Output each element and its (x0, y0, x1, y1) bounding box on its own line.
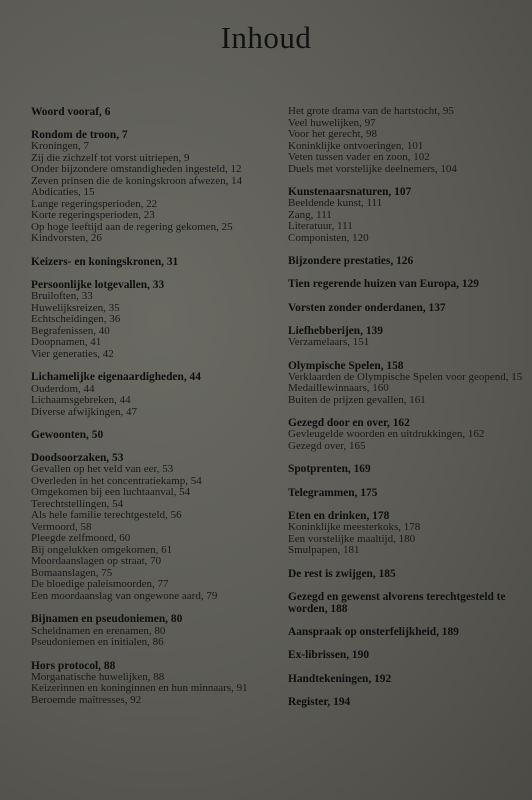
toc-subentry: Huwelijksreizen, 35 (31, 301, 120, 314)
toc-subentry: Buiten de prijzen gevallen, 161 (288, 393, 426, 406)
toc-subentry: Medaillewinnaars, 160 (288, 382, 389, 395)
toc-subentry: Koninklijke meesterkoks, 178 (288, 521, 421, 534)
toc-heading: Olympische Spelen, 158 (288, 359, 404, 372)
toc-subentry: Een moordaanslag van ongewone aard, 79 (31, 589, 218, 602)
toc-section (288, 649, 532, 661)
toc-subentry: Terechtstellingen, 54 (31, 497, 124, 510)
toc-section (31, 279, 286, 360)
toc-heading: Bijzondere prestaties, 126 (288, 255, 414, 268)
toc-subentry: Voor het gerecht, 98 (288, 128, 377, 140)
toc-section (288, 568, 532, 580)
toc-heading: Rondom de troon, 7 (31, 129, 128, 142)
toc-subentry: Diverse afwijkingen, 47 (31, 405, 137, 418)
toc-subentry: De bloedige paleismoorden, 77 (31, 578, 169, 591)
toc-subentry: Bij ongelukken omgekomen, 61 (31, 543, 173, 556)
toc-heading: Eten en drinken, 178 (288, 509, 390, 522)
toc-subentry: Op hoge leeftijd aan de regering gekomen, 25 (31, 220, 233, 233)
toc-right-column (288, 106, 532, 708)
toc-heading: Woord vooraf, 6 (31, 106, 111, 118)
toc-section (288, 463, 532, 475)
toc-subentry: Koninklijke ontvoeringen, 101 (288, 139, 424, 152)
toc-subentry: Abdicaties, 15 (31, 186, 95, 199)
toc-section (31, 129, 286, 245)
toc-subentry: Doopnamen, 41 (31, 336, 102, 349)
toc-subentry: Smulpapen, 181 (288, 544, 360, 557)
toc-heading: Tien regerende huizen van Europa, 129 (288, 278, 479, 291)
toc-section (288, 186, 532, 244)
toc-heading: Bijnamen en pseudoniemen, 80 (31, 613, 183, 626)
toc-section (288, 696, 532, 708)
toc-heading: Spotprenten, 169 (288, 463, 371, 476)
toc-subentry: Onder bijzondere omstandigheden ingesteld, 12 (31, 163, 242, 176)
toc-subentry: Beeldende kunst, 111 (288, 197, 383, 210)
toc-heading: Gezegd door en over, 162 (288, 417, 410, 430)
toc-subentry: Zij die zichzelf tot vorst uitriepen, 9 (31, 151, 190, 164)
toc-section (288, 302, 532, 314)
toc-heading: Gezegd en gewenst alvorens terechtgesteld te worden, 188 (288, 590, 506, 615)
toc-section (31, 452, 286, 602)
toc-subentry: Verklaarden de Olympische Spelen voor geopend, 15 (288, 370, 523, 383)
toc-subentry: Verzamelaars, 151 (288, 336, 370, 349)
toc-left-column (31, 106, 286, 706)
toc-subentry: Vier generaties, 42 (31, 347, 114, 360)
toc-subentry: Het grote drama van de hartstocht, 95 (288, 105, 454, 117)
toc-section (288, 255, 532, 267)
toc-section (288, 106, 532, 175)
toc-heading: Hors protocol, 88 (31, 659, 116, 672)
toc-subentry: Begrafenissen, 40 (31, 324, 110, 337)
toc-subentry: Korte regeringsperioden, 23 (31, 209, 155, 222)
toc-section (288, 510, 532, 557)
toc-subentry: Ouderdom, 44 (31, 382, 95, 395)
toc-subentry: Veel huwelijken, 97 (288, 116, 376, 129)
toc-subentry: Lichaamsgebreken, 44 (31, 394, 131, 407)
toc-heading: Lichamelijke eigenaardigheden, 44 (31, 371, 201, 384)
toc-heading: Keizers- en koningskronen, 31 (31, 255, 179, 268)
toc-section (288, 360, 532, 407)
toc-subentry: Kindvorsten, 26 (31, 232, 102, 245)
toc-section (31, 613, 286, 648)
toc-heading: Persoonlijke lotgevallen, 33 (31, 279, 165, 292)
toc-subentry: Vermoord, 58 (31, 520, 92, 533)
toc-subentry: Een vorstelijke maaltijd, 180 (288, 532, 416, 545)
toc-heading: Kunstenaarsnaturen, 107 (288, 186, 412, 198)
toc-heading: De rest is zwijgen, 185 (288, 567, 396, 580)
toc-subentry: Zeven prinsen die de koningskroon afwezen, 14 (31, 174, 243, 187)
toc-section (31, 660, 286, 707)
toc-subentry: Overleden in het concentratiekamp, 54 (31, 474, 202, 487)
toc-section (288, 626, 532, 638)
toc-heading: Doodsoorzaken, 53 (31, 452, 124, 465)
toc-subentry: Gezegd over, 165 (288, 439, 366, 452)
toc-subentry: Beroemde maîtresses, 92 (31, 693, 142, 706)
toc-subentry: Keizerinnen en koninginnen en hun minnaars, 91 (31, 682, 248, 695)
toc-subentry: Gevleugelde woorden en uitdrukkingen, 162 (288, 428, 485, 441)
toc-heading: Telegrammen, 175 (288, 486, 378, 499)
toc-subentry: Duels met vorstelijke deelnemers, 104 (288, 162, 457, 175)
toc-section (288, 673, 532, 685)
toc-heading: Gewoonten, 50 (31, 429, 104, 442)
toc-heading: Register, 194 (288, 695, 351, 708)
toc-subentry: Bruiloften, 33 (31, 290, 93, 303)
page-title: Inhoud (220, 20, 312, 55)
toc-section (31, 256, 286, 268)
toc-subentry: Componisten, 120 (288, 231, 369, 244)
toc-subentry: Pleegde zelfmoord, 60 (31, 532, 131, 545)
toc-section (288, 278, 532, 290)
toc-subentry: Zang, 111 (288, 208, 332, 221)
toc-subentry: Literatuur, 111 (288, 220, 353, 233)
toc-section (31, 429, 286, 441)
toc-heading: Vorsten zonder onderdanen, 137 (288, 301, 446, 314)
toc-subentry: Veten tussen vader en zoon, 102 (288, 151, 430, 163)
toc-section (31, 371, 286, 418)
toc-heading: Liefhebberijen, 139 (288, 324, 383, 337)
toc-subentry: Echtscheidingen, 36 (31, 313, 121, 326)
toc-section (288, 325, 532, 349)
toc-subentry: Bomaanslagen, 75 (31, 566, 113, 579)
toc-section (288, 487, 532, 499)
toc-subentry: Als hele familie terechtgesteld, 56 (31, 509, 182, 522)
toc-heading: Ex-librissen, 190 (288, 649, 370, 662)
toc-subentry: Lange regeringsperioden, 22 (31, 197, 158, 210)
toc-heading: Handtekeningen, 192 (288, 672, 392, 685)
toc-subentry: Pseudoniemen en initialen, 86 (31, 636, 164, 649)
toc-subentry: Gevallen op het veld van eer, 53 (31, 463, 174, 476)
toc-section (288, 591, 532, 615)
toc-subentry: Omgekomen bij een luchtaanval, 54 (31, 486, 191, 499)
toc-subentry: Scheldnamen en erenamen, 80 (31, 624, 166, 637)
toc-section (288, 417, 532, 452)
toc-subentry: Morganatische huwelijken, 88 (31, 670, 165, 683)
toc-subentry: Moordaanslagen op straat, 70 (31, 555, 162, 568)
toc-subentry: Kroningen, 7 (31, 140, 90, 153)
toc-section (31, 106, 286, 118)
toc-heading: Aanspraak op onsterfelijkheid, 189 (288, 626, 459, 639)
